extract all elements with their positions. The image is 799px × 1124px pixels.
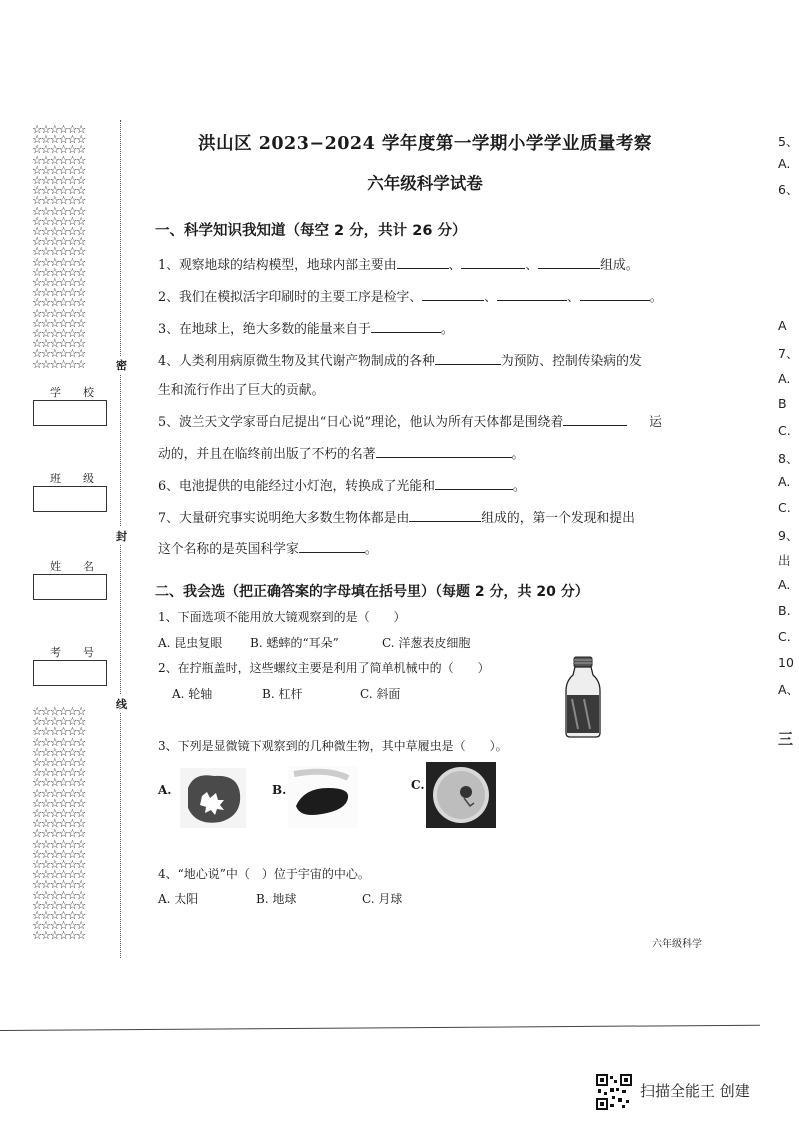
name-label: 姓 名 [50,560,94,573]
answer-blank[interactable] [497,288,567,301]
next-page-fragment: 6、 [778,182,799,197]
seal-char-feng: 封 [116,527,127,545]
q1-7-text-b: 组成的，第一个发现和提出 [481,511,635,526]
section2-heading: 二、我会选（把正确答案的字母填在括号里）（每题 2 分，共 20 分） [155,584,589,600]
q1-4-text: 4、人类利用病原微生物及其代谢产物制成的各种 [158,354,435,369]
question-1-6 [158,475,526,494]
class-label: 班 级 [50,472,94,485]
qr-code-icon [596,1074,632,1110]
next-page-fragment: A、 [778,682,799,697]
q1-1-text: 1、观察地球的结构模型，地球内部主要由 [158,258,397,273]
page-edge-line [0,1025,760,1031]
question-1-1 [158,254,638,273]
answer-blank[interactable] [563,413,627,426]
next-page-fragment: 7、 [778,346,799,361]
q2-4-option-a[interactable]: A. 太阳 [158,892,199,906]
q1-5-text: 5、波兰天文学家哥白尼提出“日心说”理论，他认为所有天体都是围绕着 [158,415,564,430]
answer-blank[interactable] [376,445,512,458]
q2-1-option-a[interactable]: A. 昆虫复眼 [158,636,223,650]
next-page-fragment: A. [778,474,791,489]
class-field[interactable] [33,486,107,512]
q2-2-option-b[interactable]: B. 杠杆 [262,687,303,701]
next-page-fragment: A. [778,156,791,171]
answer-blank[interactable] [538,256,600,269]
q2-3-option-c[interactable]: C. [411,778,425,792]
q1-3-text: 3、在地球上，绝大多数的能量来自于 [158,322,371,337]
q1-1-sep: 、 [525,258,539,273]
exam-number-field[interactable] [33,660,107,686]
q2-4-option-c[interactable]: C. 月球 [362,892,403,906]
q2-4-option-b[interactable]: B. 地球 [256,892,297,906]
next-page-fragment: B [778,396,787,411]
q1-5-text-b: 运 [649,415,662,430]
next-page-fragment: A. [778,371,791,386]
q2-2-option-c[interactable]: C. 斜面 [360,687,401,701]
q2-3-option-b[interactable]: B. [272,783,287,797]
answer-blank[interactable] [371,320,441,333]
scanner-watermark: 扫描全能王 创建 [640,1082,750,1100]
bottle-cap [574,657,592,667]
microorganism-c-image [426,762,496,828]
next-page-fragment: 9、 [778,528,799,543]
next-page-fragment: 5、 [778,134,799,149]
next-page-fragment: C. [778,629,791,644]
next-page-fragment: A [778,318,787,333]
exam-subtitle: 六年级科学试卷 [367,174,483,193]
q1-6-end: 。 [512,479,526,494]
q1-7-text: 7、大量研究事实说明绝大多数生物体都是由 [158,511,410,526]
q1-5-end: 。 [511,447,525,462]
next-page-fragment: B. [778,603,791,618]
exam-title: 洪山区 2023−2024 学年度第一学期小学学业质量考察 [198,134,652,154]
q1-2-sep: 、 [566,290,580,305]
answer-blank[interactable] [397,256,449,269]
q1-7-text-c: 这个名称的是英国科学家 [158,542,299,557]
answer-blank[interactable] [461,256,525,269]
next-page-fragment: 10 [778,655,794,670]
answer-blank[interactable] [435,477,513,490]
answer-blank[interactable] [422,288,484,301]
microorganism-b-image [288,766,358,828]
answer-blank[interactable] [435,352,501,365]
q1-5-text-c: 动的，并且在临终前出版了不朽的名著 [158,447,376,462]
next-page-fragment: A. [778,577,791,592]
question-1-4 [158,350,642,369]
q1-7-end: 。 [364,542,378,557]
name-field[interactable] [33,574,107,600]
question-2-1: 1、下面选项不能用放大镜观察到的是（ ） [158,610,406,624]
question-1-3 [158,318,454,337]
next-page-fragment: C. [778,423,791,438]
decorative-stars-bottom: ☆☆☆☆☆☆ ☆☆☆☆☆☆ ☆☆☆☆☆☆ ☆☆☆☆☆☆ ☆☆☆☆☆☆ ☆☆☆☆☆☆ ☆☆☆☆☆☆ ☆☆☆☆☆☆ ☆☆☆☆☆☆ ☆☆☆☆☆☆ ☆☆☆☆☆☆ ☆☆☆☆☆☆ ☆☆☆☆☆☆ ☆☆☆☆☆☆ ☆☆☆☆☆☆ ☆☆☆☆☆☆ ☆☆☆☆☆☆ ☆☆☆☆☆☆ ☆☆☆☆☆☆ ☆☆☆☆☆☆ ☆☆☆☆☆☆ ☆☆☆☆☆☆ ☆☆☆☆☆☆ [32,704,85,943]
question-2-3: 3、下列是显微镜下观察到的几种微生物，其中草履虫是（ ）。 [158,739,508,753]
q2-1-option-c[interactable]: C. 洋葱表皮细胞 [382,636,471,650]
next-page-fragment: C. [778,500,791,515]
q1-1-end: 组成。 [600,258,639,273]
microorganism-a-image [180,768,246,828]
seal-char-xian: 线 [116,695,127,713]
q1-4-text-b: 为预防、控制传染病的发 [500,354,642,369]
seal-char-mi: 密 [116,356,127,374]
next-page-fragment: 出 [778,553,791,568]
question-1-7-cont [158,538,378,557]
bottle-illustration [560,655,606,739]
question-1-5 [158,411,662,430]
q2-3-option-a[interactable]: A. [158,783,172,797]
question-1-2 [158,286,662,305]
next-page-fragment: 8、 [778,451,799,466]
next-page-fragment: 三 [778,730,794,748]
q1-2-sep: 、 [484,290,497,305]
q1-6-text: 6、电池提供的电能经过小灯泡，转换成了光能和 [158,479,435,494]
page-footer-label: 六年级科学 [652,939,702,950]
answer-blank[interactable] [580,288,650,301]
section1-heading: 一、科学知识我知道（每空 2 分，共计 26 分） [155,223,467,239]
question-2-2: 2、在拧瓶盖时，这些螺纹主要是利用了简单机械中的（ ） [158,661,490,675]
question-1-7 [158,507,635,526]
q1-1-sep: 、 [448,258,462,273]
q1-2-end: 。 [649,290,663,305]
decorative-stars-top: ☆☆☆☆☆☆ ☆☆☆☆☆☆ ☆☆☆☆☆☆ ☆☆☆☆☆☆ ☆☆☆☆☆☆ ☆☆☆☆☆☆ ☆☆☆☆☆☆ ☆☆☆☆☆☆ ☆☆☆☆☆☆ ☆☆☆☆☆☆ ☆☆☆☆☆☆ ☆☆☆☆☆☆ ☆☆☆☆☆☆ ☆☆☆☆☆☆ ☆☆☆☆☆☆ ☆☆☆☆☆☆ ☆☆☆☆☆☆ ☆☆☆☆☆☆ ☆☆☆☆☆☆ ☆☆☆☆☆☆ ☆☆☆☆☆☆ ☆☆☆☆☆☆ ☆☆☆☆☆☆ ☆☆☆☆☆☆ [32,122,85,371]
answer-blank[interactable] [409,509,481,522]
question-1-5-cont [158,443,524,462]
answer-blank[interactable] [299,540,365,553]
school-label: 学 校 [50,386,94,399]
q2-1-option-b[interactable]: B. 蟋蟀的“耳朵” [250,636,339,650]
question-1-4-cont: 生和流行作出了巨大的贡献。 [158,383,325,398]
q1-3-end: 。 [440,322,454,337]
question-2-4: 4、“地心说”中（ ）位于宇宙的中心。 [158,867,370,881]
q2-2-option-a[interactable]: A. 轮轴 [172,687,213,701]
q1-2-text: 2、我们在模拟活字印刷时的主要工序是检字、 [158,290,423,305]
school-field[interactable] [33,400,107,426]
exam-number-label: 考 号 [50,646,94,659]
